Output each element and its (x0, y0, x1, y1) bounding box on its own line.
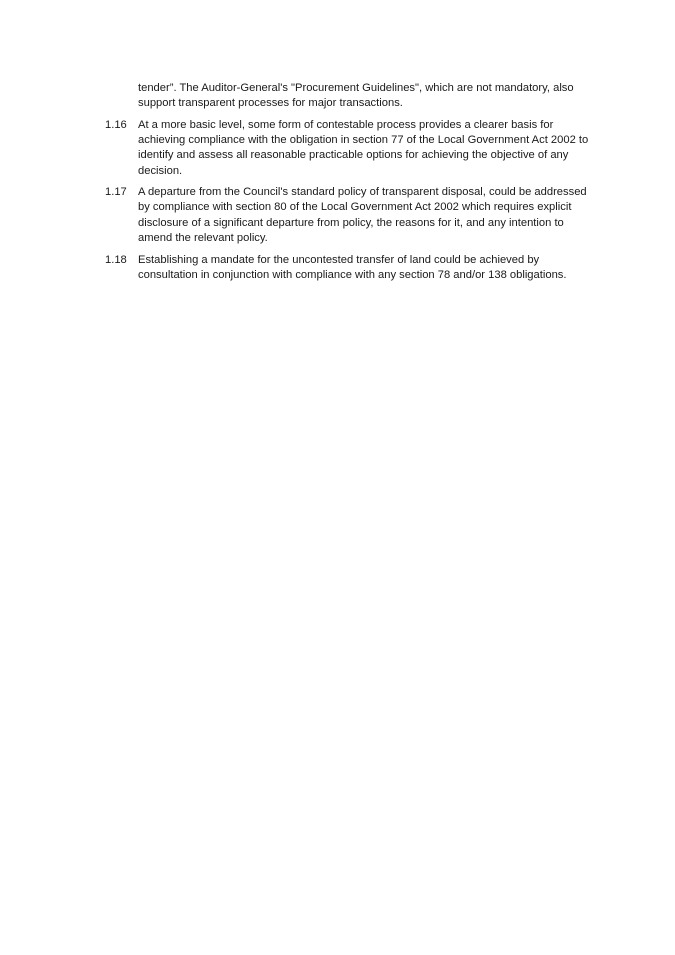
paragraph-text: tender”. The Auditor-General's "Procurement Guidelines", which are not mandatory, also support transparent processes for major transactions. (138, 82, 574, 110)
paragraph-1-17 (105, 185, 595, 246)
paragraph-number: 1.16 (105, 118, 127, 131)
paragraph-text: Establishing a mandate for the uncontested transfer of land could be achieved by consultation in conjunction with compliance with any section 78 and/or 138 obligations. (138, 253, 567, 281)
paragraph-1-18 (105, 253, 595, 283)
paragraph-1-16 (105, 118, 595, 179)
paragraph-number: 1.17 (105, 186, 127, 199)
paragraph-number: 1.18 (105, 253, 127, 266)
continuation-paragraph (105, 81, 595, 111)
paragraph-text: A departure from the Council's standard policy of transparent disposal, could be addressed by compliance with section 80 of the Local Government Act 2002 which requires explicit disclosure of a significant departure from policy, the reasons for it, and any intention to amend the relevant policy. (138, 186, 587, 244)
paragraph-text: At a more basic level, some form of contestable process provides a clearer basis for achieving compliance with the obligation in section 77 of the Local Government Act 2002 to identify and assess all reasonable practicable options for achieving the objective of any decision. (138, 118, 589, 177)
document-body (105, 81, 595, 289)
